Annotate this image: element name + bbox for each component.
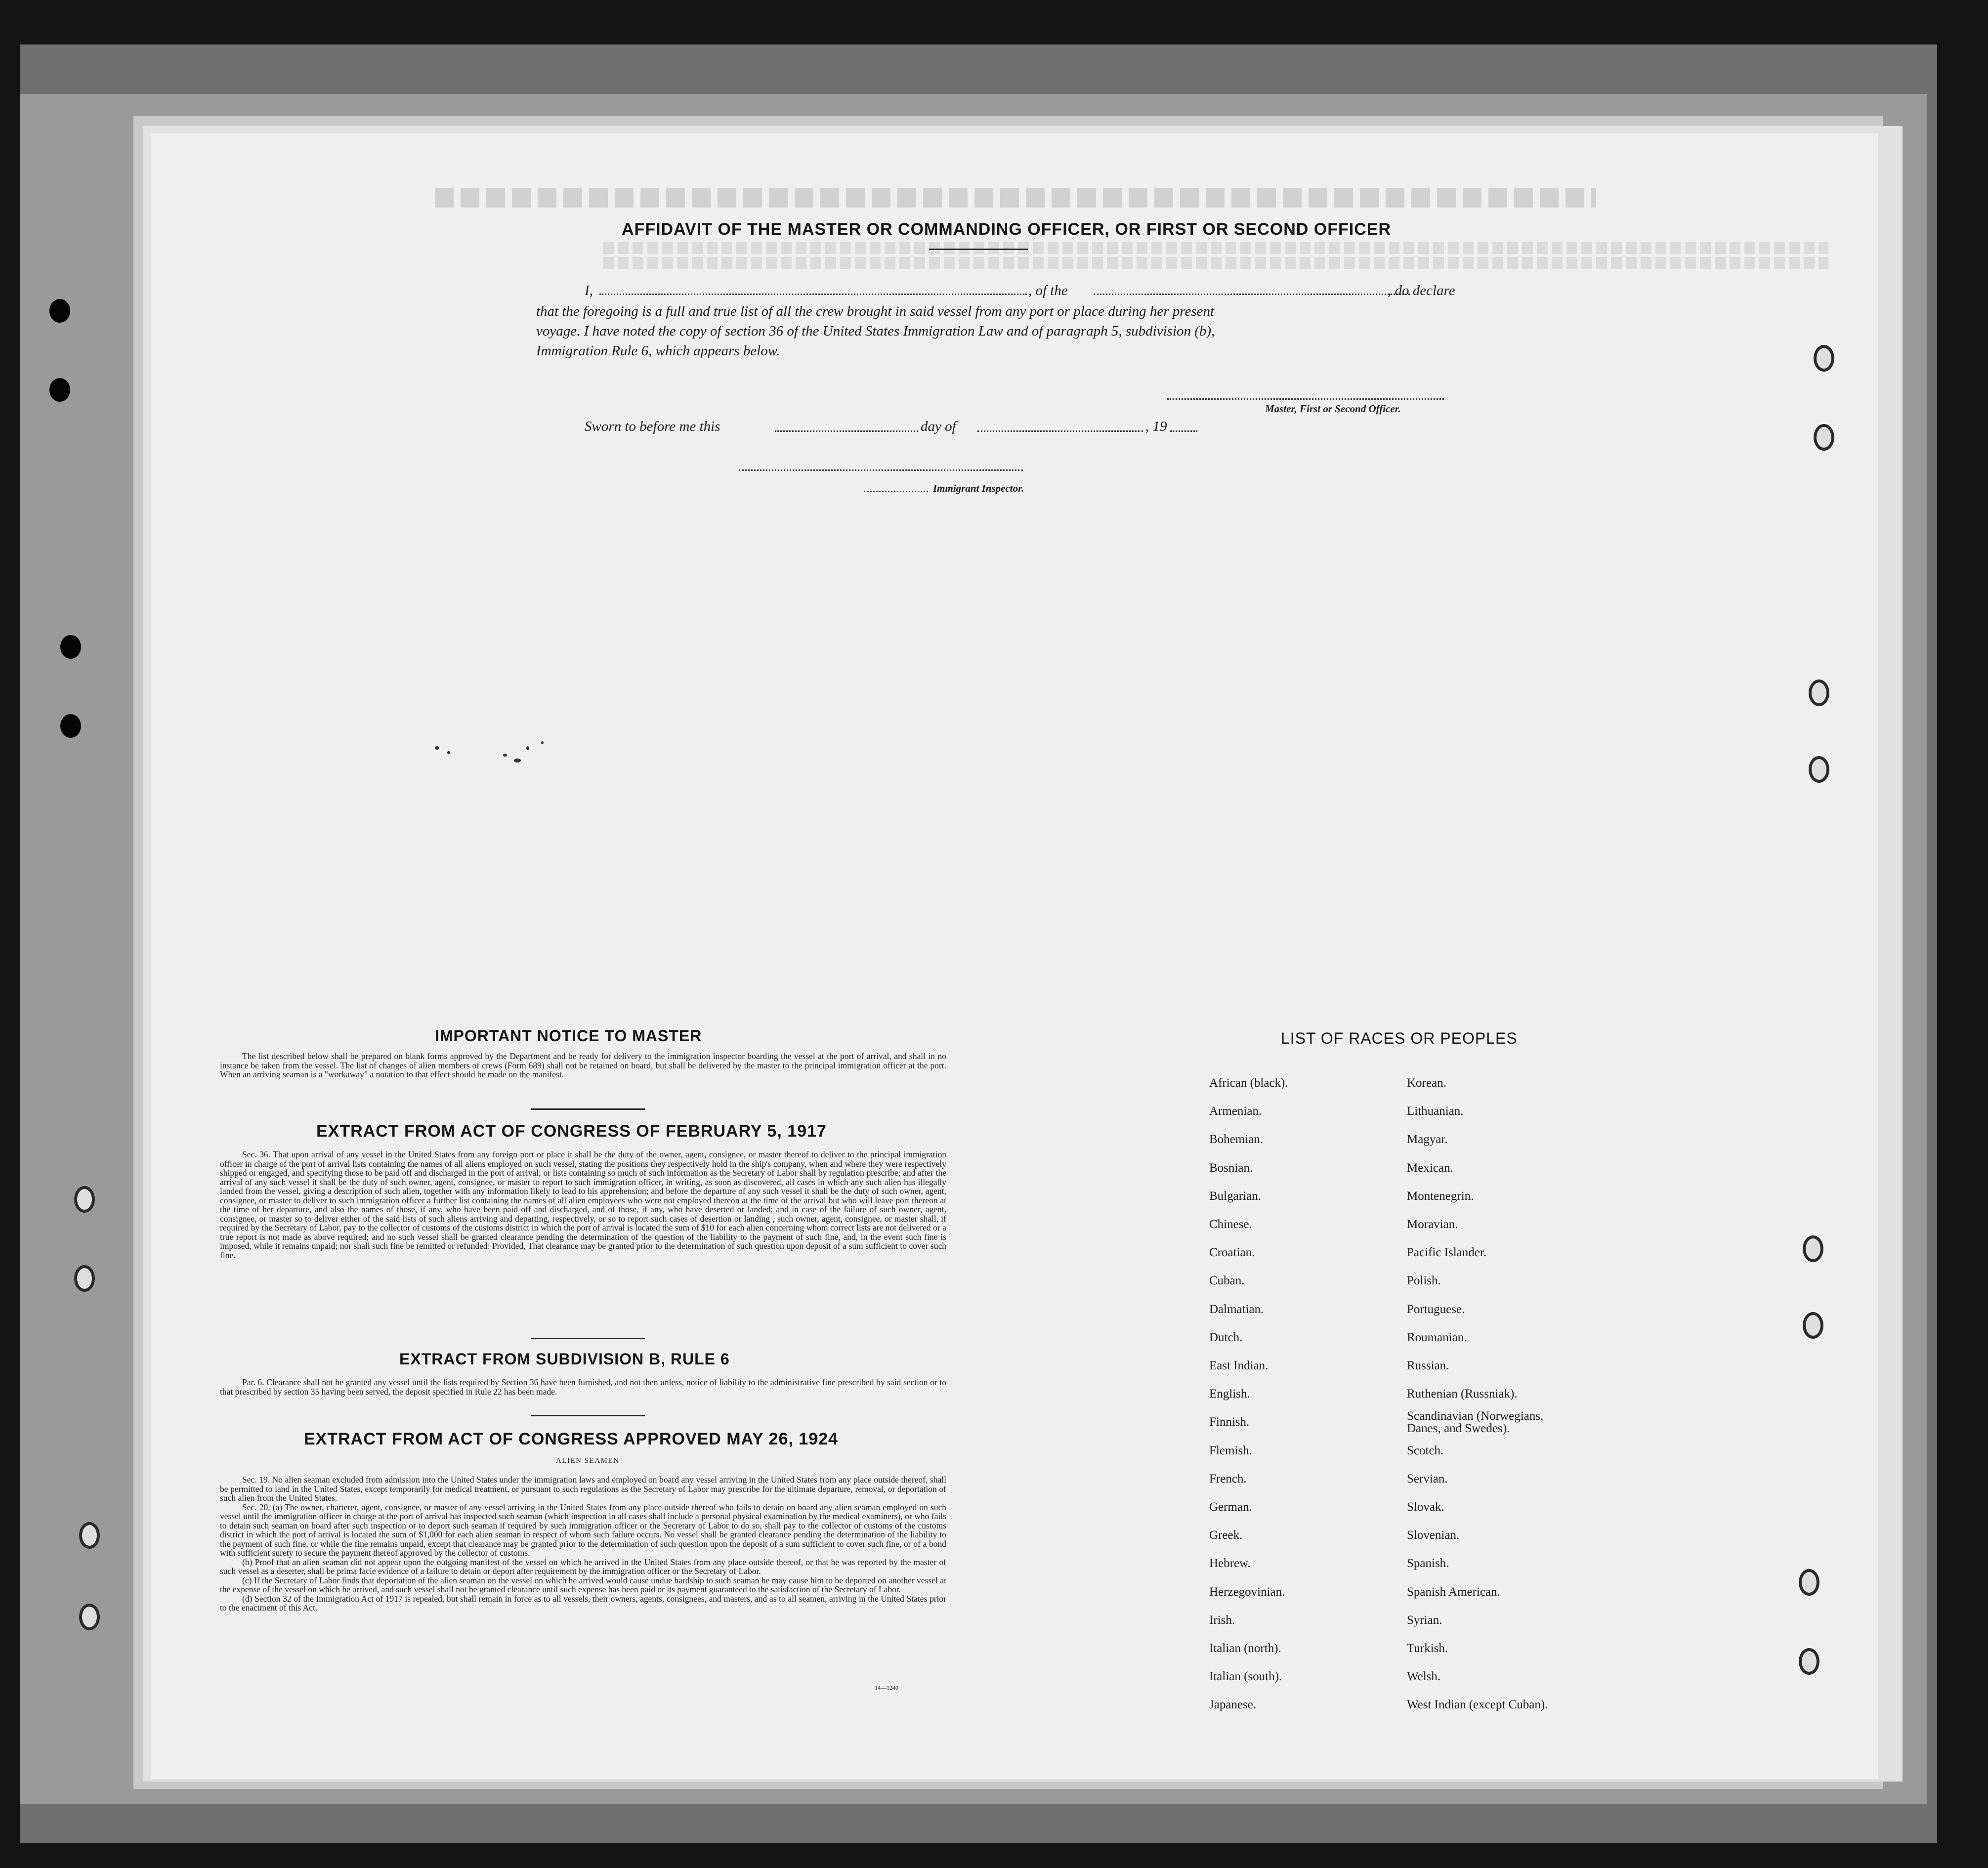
binder-hole bbox=[60, 635, 81, 659]
section-20d-paragraph: (d) Section 32 of the Immigration Act of 1917 is repealed, but shall remain in force as to all vessels, their owners, agents, consignees, and masters, and as to all seamen, arriving in the United States prior to the enactment of this Act. bbox=[220, 1593, 946, 1613]
race-item: Mexican. bbox=[1407, 1161, 1453, 1175]
race-item: Roumanian. bbox=[1407, 1330, 1467, 1344]
sworn-label: Sworn to before me this bbox=[585, 419, 720, 434]
section-19-paragraph: Sec. 19. No alien seaman excluded from admission into the United States under the immigration laws and employed on board any vessel arriving in the United States from any place outside thereof, shall be permitted to land in the United States, except temporarily for medical treatment, or pursuant to such regulations as the Secretary of Labor may prescribe for the ultimate departure, removal, or deportation of such alien from the United States. bbox=[220, 1475, 946, 1503]
extract-rule6-body bbox=[220, 1378, 946, 1396]
race-item: Dalmatian. bbox=[1209, 1302, 1264, 1316]
race-item: Italian (north). bbox=[1209, 1642, 1281, 1655]
sworn-day-field[interactable] bbox=[775, 430, 918, 432]
binder-hole bbox=[49, 299, 70, 323]
sworn-line bbox=[585, 417, 1207, 436]
bleed-through-text bbox=[603, 242, 1828, 254]
race-item: Russian. bbox=[1407, 1359, 1449, 1372]
declarant-name-field[interactable] bbox=[599, 294, 1027, 295]
race-item: Slovenian. bbox=[1407, 1528, 1460, 1542]
race-item: Korean. bbox=[1407, 1076, 1446, 1090]
race-item: Finnish. bbox=[1209, 1415, 1250, 1429]
signature-caption: Master, First or Second Officer. bbox=[1265, 403, 1401, 415]
race-item: Chinese. bbox=[1209, 1218, 1252, 1231]
ink-mark bbox=[435, 746, 439, 750]
race-item: Armenian. bbox=[1209, 1104, 1262, 1118]
extract-1924-title: EXTRACT FROM ACT OF CONGRESS APPROVED MAY 26, 1924 bbox=[304, 1430, 838, 1448]
sworn-month-field[interactable] bbox=[977, 430, 1143, 432]
section-20b-paragraph: (b) Proof that an alien seaman did not appear upon the outgoing manifest of the vessel on which he arrived in the United States from any place outside thereof, or that he was reported by the master of such vessel as a deserter, shall be prima facie evidence of a failure to detain or deport after requirement by the immigration officer or the Secretary of Labor. bbox=[220, 1557, 946, 1576]
race-item: Hebrew. bbox=[1209, 1557, 1251, 1571]
binder-ring bbox=[74, 1186, 95, 1213]
binder-hole bbox=[60, 714, 81, 738]
ink-mark bbox=[541, 741, 544, 744]
race-item: Croatian. bbox=[1209, 1246, 1255, 1260]
ink-mark bbox=[514, 759, 521, 763]
race-item: Herzegovinian. bbox=[1209, 1585, 1285, 1599]
section-divider bbox=[531, 1415, 645, 1416]
race-item: Lithuanian. bbox=[1407, 1104, 1464, 1118]
race-item: Greek. bbox=[1209, 1528, 1243, 1542]
section-divider bbox=[531, 1108, 645, 1110]
race-item: Bosnian. bbox=[1209, 1161, 1253, 1175]
race-item: English. bbox=[1209, 1387, 1250, 1401]
race-item: Bohemian. bbox=[1209, 1133, 1264, 1146]
punch-hole bbox=[1799, 1569, 1819, 1596]
race-item: French. bbox=[1209, 1472, 1247, 1486]
do-declare-label: , do declare bbox=[1388, 283, 1455, 298]
race-item: Pacific Islander. bbox=[1407, 1246, 1487, 1260]
race-item: Flemish. bbox=[1209, 1443, 1252, 1457]
declarant-label: I, bbox=[585, 283, 593, 298]
vessel-name-field[interactable] bbox=[1094, 294, 1410, 295]
inspector-signature-field-2[interactable] bbox=[864, 491, 928, 492]
punch-hole bbox=[1803, 1235, 1823, 1262]
punch-hole bbox=[1814, 345, 1834, 372]
title-underline bbox=[929, 249, 1028, 250]
race-item: Turkish. bbox=[1407, 1642, 1448, 1655]
ink-mark bbox=[526, 746, 529, 750]
notice-title: IMPORTANT NOTICE TO MASTER bbox=[435, 1027, 702, 1045]
race-item: Scotch. bbox=[1407, 1443, 1444, 1457]
extract-rule6-title: EXTRACT FROM SUBDIVISION B, RULE 6 bbox=[399, 1350, 730, 1368]
punch-hole bbox=[1809, 679, 1829, 706]
race-item: Magyar. bbox=[1407, 1133, 1448, 1146]
of-the-label: , of the bbox=[1028, 283, 1068, 298]
section-divider bbox=[531, 1338, 645, 1339]
race-item: Servian. bbox=[1407, 1472, 1448, 1486]
declaration-line-1 bbox=[585, 281, 1485, 300]
section-20c-paragraph: (c) If the Secretary of Labor finds that deportation of the alien seaman on the vessel on which he arrived would cause undue hardship to such seaman he may cause him to be deported on another vessel at the expense of the vessel on which he arrived, and such vessel shall not be granted clearance until such expense has been paid or its payment guaranteed to the satisfaction of the Secretary of Labor. bbox=[220, 1575, 946, 1594]
section-36-paragraph: Sec. 36. That upon arrival of any vessel in the United States from any foreign port or place it shall be the duty of the owner, agent, consignee, or master thereof to deliver to the principal immigration officer in charge of the port of arrival lists containing the names of all aliens employed on such vessel, stating the positions they respectively hold in the ship's company, when and where they were respectively shipped or engaged, and specifying those to be paid off and discharged in the port of arrival; or lists containing so much of such information as the Secretary of Labor shall by regulation prescribe; and after the arrival of any such vessel it shall be the duty of such owner, agent, consignee, or master to report to such immigration officer, in writing, as soon as discovered, all cases in which any such alien has illegally landed from the vessel, giving a description of such alien, together with any information likely to lead to his apprehension; and before the departure of any such vessel it shall be the duty of such owner, agent, consignee, or master to deliver to such immigration officer a further list containing the names of all alien employees who were not employed thereon at the time of the arrival but who will leave port thereon at the time of her departure, and also the names of those, if any, who have been paid off and discharged, and of those, if any, who have deserted or landed; and in case of the failure of such owner, agent, consignee, or master so to deliver either of the said lists of such aliens arriving and departing, respectively, or so to report such cases of desertion or landing , such owner, agent, consignee, or master shall, if required by the Secretary of Labor, pay to the collector of customs of the customs district in which the port of arrival is located the sum of $10 for each alien concerning whom correct lists are not delivered or a true report is not made as above required; and no such vessel shall be granted clearance pending the determination of the question of the liability to the payment of such fine, and, in the event such fine is imposed, while it remains unpaid; nor shall such fine be remitted or refunded: Provided, That clearance may be granted prior to the determination of such question upon deposit of a sum sufficient to cover such fine. bbox=[220, 1149, 946, 1260]
master-signature-field[interactable] bbox=[1167, 398, 1444, 400]
race-item: Bulgarian. bbox=[1209, 1189, 1261, 1203]
declaration-line-2: that the foregoing is a full and true list of all the crew brought in said vessel from any port or place during her present bbox=[536, 303, 1215, 319]
race-item: East Indian. bbox=[1209, 1359, 1269, 1372]
race-item: Japanese. bbox=[1209, 1698, 1257, 1712]
race-item: Italian (south). bbox=[1209, 1670, 1282, 1684]
alien-seamen-subtitle: ALIEN SEAMEN bbox=[556, 1457, 620, 1465]
race-item: Cuban. bbox=[1209, 1274, 1245, 1288]
race-item: German. bbox=[1209, 1500, 1252, 1514]
race-item: African (black). bbox=[1209, 1076, 1288, 1090]
extract-1924-body bbox=[220, 1475, 946, 1613]
ink-mark bbox=[503, 754, 507, 757]
inspector-caption: Immigrant Inspector. bbox=[933, 482, 1024, 494]
race-item: Montenegrin. bbox=[1407, 1189, 1474, 1203]
section-20a-paragraph: Sec. 20. (a) The owner, charterer, agent, consignee, or master of any vessel arriving in the United States from any place outside thereof who fails to detain on board any alien seaman employed on such vessel until the immigration officer in charge at the port of arrival has inspected such seaman (which inspection in all cases shall include a personal physical examination by the medical examiners), or who fails to detain such seaman on board after such inspection or to deport such seaman if required by such immigration officer or the Secretary of Labor to do so, shall pay to the collector of customs of the customs district in which the port of arrival is located the sum of $1,000 for each alien seaman in respect of whom such failure occurs. No vessel shall be granted clearance pending the determination of the liability to the payment of such fine, or while the fine remains unpaid, except that clearance may be granted prior to the determination of such question upon the deposit of a sum sufficient to cover such fine, or of a bond with sufficient surety to secure the payment thereof approved by the collector of customs. bbox=[220, 1502, 946, 1558]
race-item: Dutch. bbox=[1209, 1330, 1243, 1344]
race-item: West Indian (except Cuban). bbox=[1407, 1698, 1548, 1712]
punch-hole bbox=[1814, 424, 1834, 451]
bleed-through-text bbox=[435, 188, 1596, 208]
race-item: Scandinavian (Norwegians, Danes, and Swedes). bbox=[1407, 1409, 1544, 1436]
punch-hole bbox=[1803, 1312, 1823, 1339]
race-item: Welsh. bbox=[1407, 1670, 1441, 1684]
declaration-line-3: voyage. I have noted the copy of section 36 of the United States Immigration Law and of paragraph 5, subdivision (b), bbox=[536, 323, 1215, 339]
race-item: Irish. bbox=[1209, 1613, 1235, 1627]
race-item: Spanish. bbox=[1407, 1557, 1449, 1571]
race-item: Ruthenian (Russniak). bbox=[1407, 1387, 1518, 1401]
race-item: Spanish American. bbox=[1407, 1585, 1500, 1599]
sworn-year-field[interactable] bbox=[1170, 430, 1197, 432]
inspector-signature-field[interactable] bbox=[739, 469, 1023, 471]
affidavit-title: AFFIDAVIT OF THE MASTER OR COMMANDING OFFICER, OR FIRST OR SECOND OFFICER bbox=[622, 220, 1391, 239]
race-item: Moravian. bbox=[1407, 1218, 1458, 1231]
bleed-through-text bbox=[603, 257, 1828, 269]
race-item: Slovak. bbox=[1407, 1500, 1444, 1514]
binder-ring bbox=[79, 1604, 100, 1630]
extract-1917-title: EXTRACT FROM ACT OF CONGRESS OF FEBRUARY 5, 1917 bbox=[316, 1122, 827, 1141]
form-number: 14—1240 bbox=[875, 1684, 898, 1691]
binder-ring bbox=[74, 1265, 95, 1292]
paragraph-6: Par. 6. Clearance shall not be granted any vessel until the lists required by Section 36 have been furnished, and not then unless, notice of liability to the administrative fine prescribed by said section or to that prescribed by section 35 having been served, the deposit specified in Rule 22 has been made. bbox=[220, 1377, 946, 1397]
punch-hole bbox=[1809, 756, 1829, 783]
declaration-line-4: Immigration Rule 6, which appears below. bbox=[536, 343, 780, 359]
races-title: LIST OF RACES OR PEOPLES bbox=[1281, 1029, 1518, 1047]
extract-1917-body bbox=[220, 1150, 946, 1260]
race-item: Portuguese. bbox=[1407, 1302, 1465, 1316]
notice-body bbox=[220, 1052, 946, 1079]
year-label: , 19 bbox=[1145, 419, 1167, 434]
day-of-label: day of bbox=[921, 419, 956, 434]
race-item: Syrian. bbox=[1407, 1613, 1442, 1627]
binder-ring bbox=[79, 1522, 100, 1549]
punch-hole bbox=[1799, 1648, 1819, 1675]
binder-hole bbox=[49, 378, 70, 402]
ink-mark bbox=[447, 751, 450, 754]
race-item: Polish. bbox=[1407, 1274, 1441, 1288]
notice-paragraph: The list described below shall be prepared on blank forms approved by the Department and be ready for delivery to the immigration inspector boarding the vessel at the port of arrival, and shall in no instance be taken from the vessel. The list of changes of alien members of crews (Form 689) shall not be retained on board, but shall be delivered by the master to the principal immigration officer at the port. When an arriving seaman is a "workaway" a notation to that effect should be made on the manifest. bbox=[220, 1051, 946, 1079]
